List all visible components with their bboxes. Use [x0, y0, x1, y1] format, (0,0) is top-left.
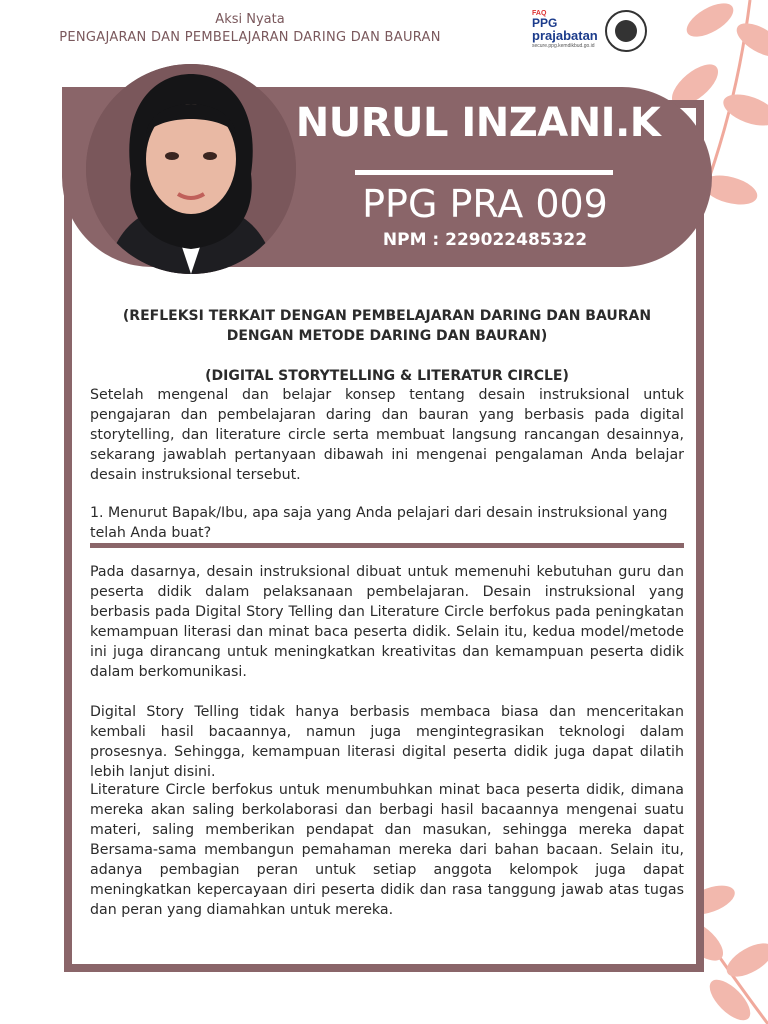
profile-name: NURUL INZANI.K	[295, 100, 661, 146]
header-title: PENGAJARAN DAN PEMBELAJARAN DARING DAN BAURAN	[59, 30, 441, 45]
university-seal-icon	[605, 10, 647, 52]
ppg-small-text: FAQ	[532, 10, 547, 17]
answer-paragraph-1: Pada dasarnya, desain instruksional dibuat untuk memenuhi kebutuhan guru dan peserta didik dalam pelaksanaan pembelajaran. Desain instruksional yang berbasis pada Digital Story Telling dan Literature Circle berfokus pada peningkatan kemampuan literasi dan minat baca peserta didik. Selain itu, kedua model/metode ini juga dirancang untuk meningkatkan kreativitas dan kemampuan peserta didik dalam berkomunikasi.	[90, 564, 684, 680]
person-portrait-icon	[86, 64, 296, 274]
institution-logos	[530, 10, 660, 50]
topic-heading: (DIGITAL STORYTELLING & LITERATUR CIRCLE)	[205, 368, 569, 384]
intro-paragraph: Setelah mengenal dan belajar konsep tentang desain instruksional untuk pengajaran dan pembelajaran daring dan bauran yang berbasis pada digital storytelling, dan literature circle serta membuat langsung rancangan desainnya, sekarang jawablah pertanyaan dibawah ini mengenai pengalaman Anda belajar desain instruksional tersebut.	[90, 387, 684, 483]
profile-photo	[86, 64, 296, 274]
name-divider	[355, 170, 613, 175]
header-subtitle: Aksi Nyata	[215, 12, 285, 27]
prajabatan-logo-text: prajabatan	[532, 28, 598, 43]
logo-url-text: secure.ppg.kemdikbud.go.id	[532, 43, 595, 49]
question-text: 1. Menurut Bapak/Ibu, apa saja yang Anda pelajari dari desain instruksional yang telah Anda buat?	[90, 505, 668, 541]
ppg-logo-text: PPG	[532, 16, 558, 30]
answer-paragraph-3: Literature Circle berfokus untuk menumbuhkan minat baca peserta didik, dimana mereka akan saling berkolaborasi dan berbagi hasil bacaannya mengenai suatu materi, saling memberikan pendapat dan masukan, sehingga mereka dapat Bersama-sama membangun pemahaman mereka dari bahan bacaan. Selain itu, adanya pembagian peran untuk setiap anggota kelompok juga dapat meningkatkan kepercayaan diri peserta didik dan rasa tanggung jawab atas tugas dan peran yang diamahkan untuk mereka.	[90, 782, 684, 918]
program-code: PPG PRA 009	[362, 182, 608, 226]
reflection-heading: (REFLEKSI TERKAIT DENGAN PEMBELAJARAN DARING DAN BAURAN DENGAN METODE DARING DAN BAURAN)	[122, 308, 652, 344]
answer-paragraph-2: Digital Story Telling tidak hanya berbasis membaca biasa dan menceritakan kembali hasil bacaannya, namun juga mengintegrasikan teknologi dalam prosesnya. Sehingga, kemampuan literasi digital peserta didik juga dapat dilatih lebih lanjut disini.	[90, 704, 684, 780]
student-number: NPM : 229022485322	[382, 230, 588, 250]
question-divider	[90, 543, 684, 548]
